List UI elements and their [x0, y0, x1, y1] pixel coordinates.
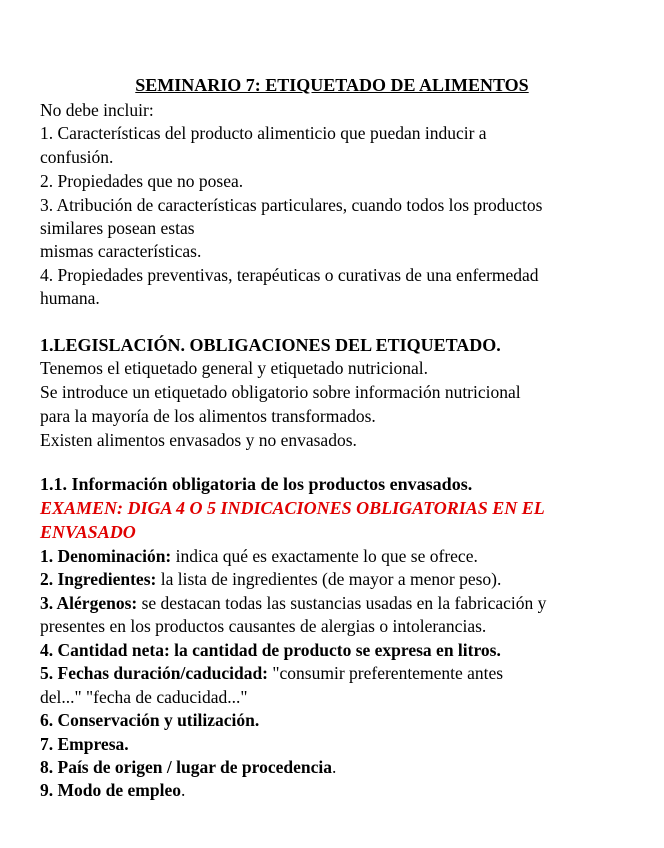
item-label: 7. Empresa.: [40, 734, 129, 754]
mandatory-item-3: [40, 591, 640, 615]
intro-item-1: 1. Características del producto alimenticio que puedan inducir a: [40, 123, 487, 143]
item-text: indica qué es exactamente lo que se ofrece.: [171, 546, 478, 566]
item-text: la lista de ingredientes (de mayor a menor peso).: [156, 569, 502, 589]
item-text: .: [331, 757, 337, 777]
mandatory-item-4: [40, 638, 640, 662]
exam-note-cont: ENVASADO: [40, 522, 136, 542]
intro-lead: No debe incluir:: [40, 100, 154, 120]
item-label: 4. Cantidad neta: la cantidad de producto se expresa en litros.: [40, 640, 501, 660]
intro-item-3-cont2: mismas características.: [40, 241, 202, 261]
section-1-1-heading: 1.1. Información obligatoria de los productos envasados.: [40, 474, 473, 494]
mandatory-item-5: [40, 661, 640, 685]
mandatory-item-1: [40, 544, 640, 568]
item-label: 8. País de origen / lugar de procedencia: [40, 757, 332, 777]
page-title: SEMINARIO 7: ETIQUETADO DE ALIMENTOS: [135, 75, 529, 95]
item-label: 9. Modo de empleo: [40, 780, 181, 800]
intro-item-2: 2. Propiedades que no posea.: [40, 171, 244, 191]
item-label: 5. Fechas duración/caducidad:: [40, 663, 269, 683]
item-label: 1. Denominación:: [40, 546, 172, 566]
section-1-line-2: Se introduce un etiquetado obligatorio sobre información nutricional: [40, 382, 521, 402]
item-label: 6. Conservación y utilización.: [40, 710, 260, 730]
mandatory-item-6: [40, 708, 640, 732]
item-text: "consumir preferentemente antes: [268, 663, 504, 683]
intro-item-3-cont: similares posean estas: [40, 218, 195, 238]
item-text: se destacan todas las sustancias usadas en la fabricación y: [137, 593, 547, 613]
mandatory-item-5-cont: del..." "fecha de caducidad...": [40, 687, 248, 707]
mandatory-item-8: [40, 755, 640, 779]
section-1-line-4: Existen alimentos envasados y no envasados.: [40, 430, 357, 450]
intro-item-4-cont: humana.: [40, 288, 100, 308]
intro-item-4: 4. Propiedades preventivas, terapéuticas o curativas de una enfermedad: [40, 265, 539, 285]
section-1-heading: 1.LEGISLACIÓN. OBLIGACIONES DEL ETIQUETADO.: [40, 335, 501, 355]
intro-item-3: 3. Atribución de características particulares, cuando todos los productos: [40, 195, 543, 215]
section-1-line-3: para la mayoría de los alimentos transformados.: [40, 406, 376, 426]
item-label: 3. Alérgenos:: [40, 593, 138, 613]
mandatory-item-9: [40, 778, 640, 802]
intro-item-1-cont: confusión.: [40, 147, 114, 167]
section-1-line-1: Tenemos el etiquetado general y etiquetado nutricional.: [40, 358, 429, 378]
mandatory-item-7: [40, 732, 640, 756]
mandatory-item-2: [40, 567, 640, 591]
item-label: 2. Ingredientes:: [40, 569, 157, 589]
item-text: .: [180, 780, 186, 800]
exam-note: EXAMEN: DIGA 4 O 5 INDICACIONES OBLIGATORIAS EN EL: [40, 498, 545, 518]
mandatory-item-3-cont: presentes en los productos causantes de alergias o intolerancias.: [40, 616, 487, 636]
